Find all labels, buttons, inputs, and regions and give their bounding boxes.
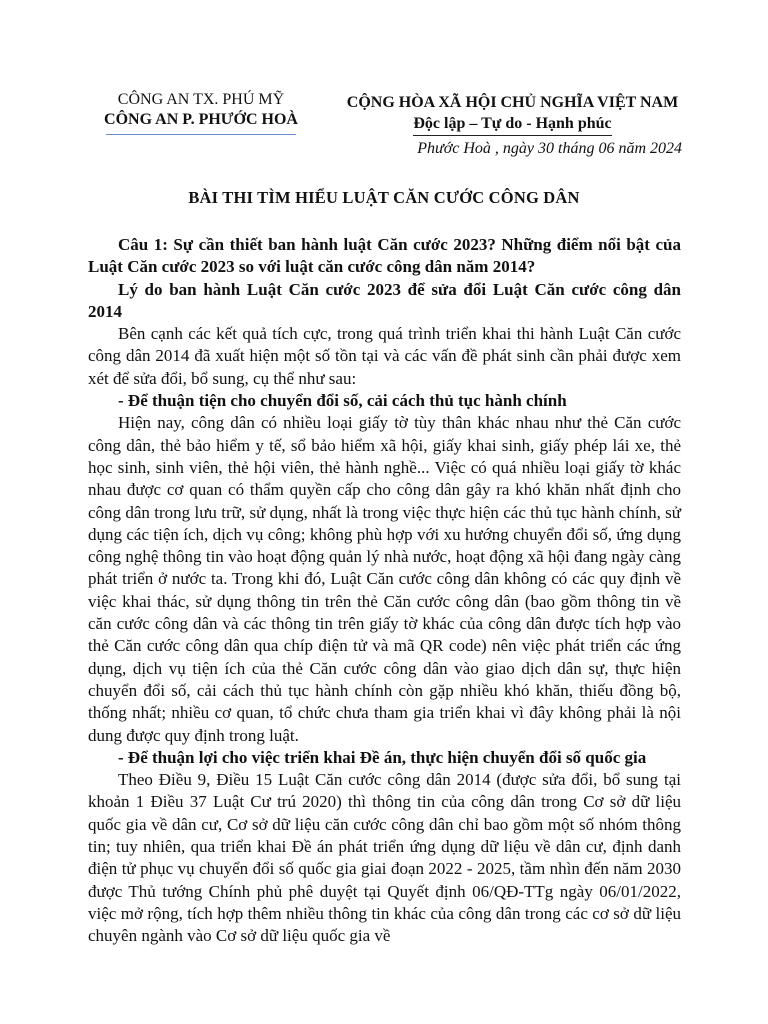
place-date: Phước Hoà , ngày 30 tháng 06 năm 2024: [417, 140, 682, 157]
issuing-agency-block: [96, 90, 306, 135]
section-heading: Lý do ban hành Luật Căn cước 2023 để sửa đổi Luật Căn cước công dân 2014: [88, 279, 681, 321]
subheading-national-project: - Để thuận lợi cho việc triển khai Đề án, thực hiện chuyển đổi số quốc gia: [118, 747, 647, 767]
subheading-digital-transformation: - Để thuận tiện cho chuyển đổi số, cải cách thủ tục hành chính: [118, 391, 567, 411]
nation-title: CỘNG HÒA XÃ HỘI CHỦ NGHĨA VIỆT NAM: [346, 94, 679, 111]
question-1: Câu 1: Sự cần thiết ban hành luật Căn cước 2023? Những điểm nổi bật của Luật Căn cước 2023 so với luật căn cước công dân năm 2014?: [88, 235, 681, 277]
document-body: [88, 234, 681, 948]
agency-underline: [106, 134, 296, 135]
paragraph-identity-documents: Hiện nay, công dân có nhiều loại giấy tờ tùy thân khác nhau như thẻ Căn cước công dân, thẻ bảo hiểm y tế, sổ bảo hiểm xã hội, giấy khai sinh, giấy phép lái xe, thẻ học sinh, sinh viên, thẻ hội viên, thẻ hành nghề... Việc có quá nhiều loại giấy tờ khác nhau được cơ quan có thẩm quyền cấp cho công dân gây ra khó khăn nhất định cho công dân trong lưu trữ, sử dụng, nhất là trong việc thực hiện các thủ tục hành chính, sử dụng các tiện ích, dịch vụ công; không phù hợp với xu hướng chuyển đổi số, ứng dụng công nghệ thông tin vào hoạt động quản lý nhà nước, hoạt động xã hội đang ngày càng phát triển ở nước ta. Trong khi đó, Luật Căn cước công dân không có các quy định về việc khai thác, sử dụng thông tin trên thẻ Căn cước công dân (bao gồm thông tin về căn cước công dân và các thông tin trên giấy tờ khác của công dân được tích hợp vào thẻ Căn cước công dân qua chíp điện tử và mã QR code) nên việc phát triển các ứng dụng, dịch vụ tiện ích của thẻ Căn cước công dân vào giao dịch dân sự, thực hiện chuyển đổi số, cải cách thủ tục hành chính còn gặp nhiều khó khăn, thiếu đồng bộ, thống nhất; nhiều cơ quan, tổ chức chưa tham gia triển khai vì đây không phải là nội dung được quy định trong luật.: [88, 413, 681, 745]
agency-name: CÔNG AN P. PHƯỚC HOÀ: [104, 111, 298, 128]
intro-paragraph: Bên cạnh các kết quả tích cực, trong quá trình triển khai thi hành Luật Căn cước công dân 2014 đã xuất hiện một số tồn tại và các vấn đề phát sinh cần phải được xem xét để sửa đổi, bổ sung, cụ thể như sau:: [88, 324, 681, 388]
agency-parent: CÔNG AN TX. PHÚ MỸ: [117, 91, 285, 108]
national-title-block: [330, 92, 695, 136]
national-motto: Độc lập – Tự do - Hạnh phúc: [413, 113, 611, 136]
paragraph-article-9-15: Theo Điều 9, Điều 15 Luật Căn cước công dân 2014 (được sửa đổi, bổ sung tại khoản 1 Điều 37 Luật Cư trú 2020) thì thông tin của công dân trong Cơ sở dữ liệu quốc gia về dân cư, Cơ sở dữ liệu căn cước công dân chỉ bao gồm một số nhóm thông tin; tuy nhiên, qua triển khai Đề án phát triển ứng dụng dữ liệu về dân cư, định danh điện tử phục vụ chuyển đổi số quốc gia giai đoạn 2022 - 2025, tầm nhìn đến năm 2030 được Thủ tướng Chính phủ phê duyệt tại Quyết định 06/QĐ-TTg ngày 06/01/2022, việc mở rộng, tích hợp thêm nhiều thông tin khác của công dân trong các cơ sở dữ liệu chuyên ngành vào Cơ sở dữ liệu quốc gia về: [88, 770, 681, 946]
document-title: BÀI THI TÌM HIỂU LUẬT CĂN CƯỚC CÔNG DÂN: [188, 188, 580, 207]
